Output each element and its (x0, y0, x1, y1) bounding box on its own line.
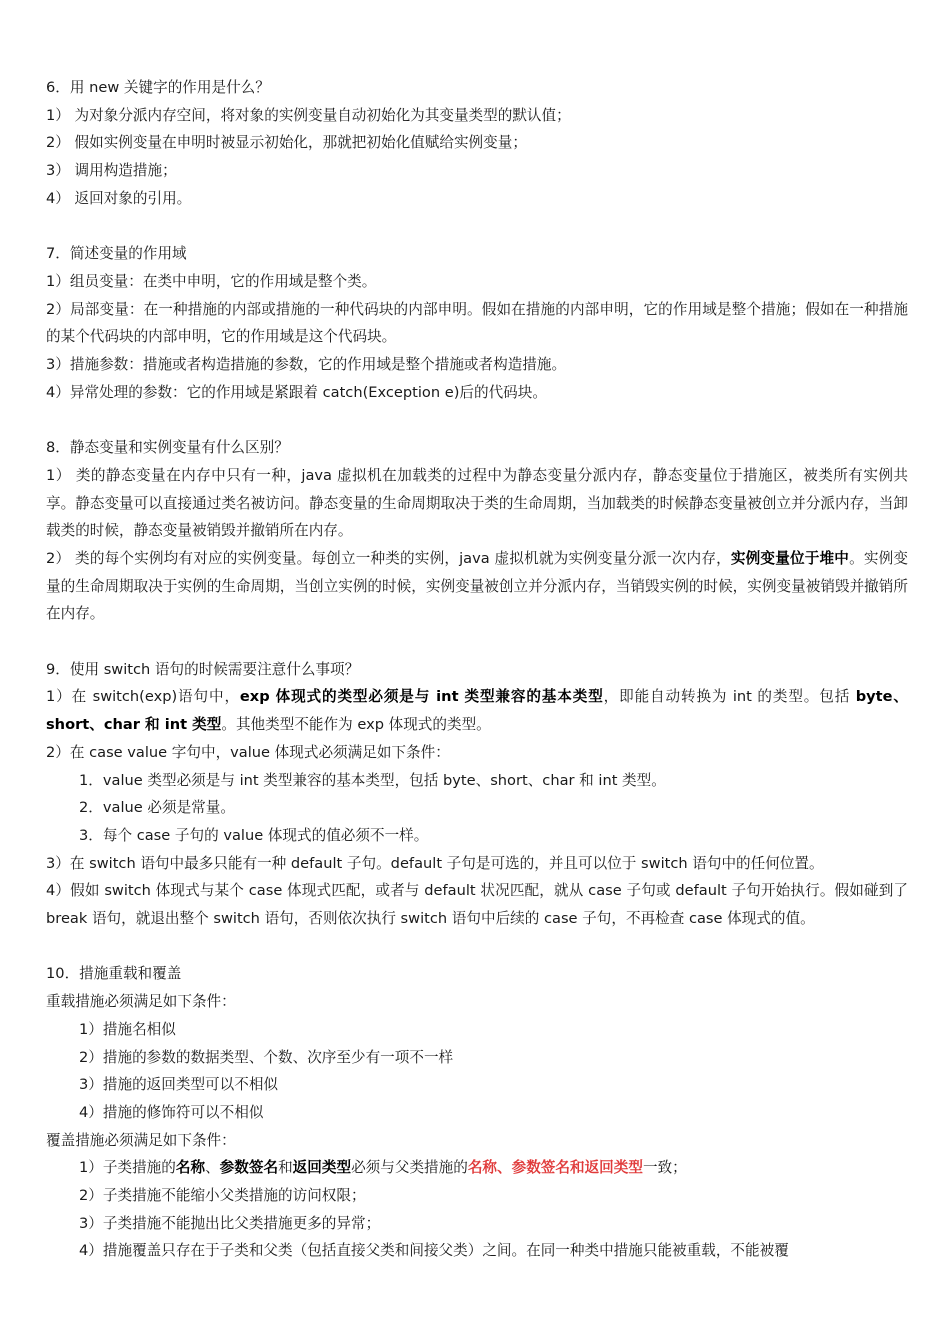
overload-item-1: 1）措施名相似 (79, 1020, 176, 1038)
section-9-sub-item-1: 1．value 类型必须是与 int 类型兼容的基本类型，包括 byte、short、char 和 int 类型。 (79, 771, 666, 789)
section-9-item-1-bold: exp 体现式的类型必须是与 int 类型兼容的基本类型 (239, 688, 604, 706)
override-item-1-bold-name: 名称 (175, 1159, 206, 1177)
section-7-item-2: 2）局部变量：在一种措施的内部或措施的一种代码块的内部申明。假如在措施的内部申明，它的作用域是整个措施；假如在一种措施的某个代码块的内部申明，它的作用域是这个代码块。 (46, 300, 908, 346)
section-8-item-1: 1） 类的静态变量在内存中只有一种，java 虚拟机在加载类的过程中为静态变量分派内存，静态变量位于措施区，被类所有实例共享。静态变量可以直接通过类名被访问。静态变量的生命周期取决于类的生命周期，当加载类的时候静态变量被创立并分派内存，当卸载类的时候，静态变量被销毁并撤销所在内存。 (46, 466, 908, 540)
section-6-item-2: 2） 假如实例变量在申明时被显示初始化，那就把初始化值赋给实例变量； (46, 134, 527, 152)
override-item-1 (46, 1154, 908, 1182)
section-9-title: 9．使用 switch 语句的时候需要注意什么事项？ (46, 660, 360, 678)
section-7-item-4: 4）异常处理的参数：它的作用域是紧跟着 catch(Exception e)后的代码块。 (46, 383, 547, 401)
override-item-1-text-a: 1）子类措施的 (79, 1159, 176, 1177)
section-9-item-1 (46, 683, 908, 738)
section-9-item-1-text-c: 。其他类型不能作为 exp 体现式的类型。 (221, 716, 491, 734)
spacer (46, 933, 908, 961)
overload-item-3: 3）措施的返回类型可以不相似 (79, 1076, 279, 1094)
spacer (46, 406, 908, 434)
section-8-item-2-bold: 实例变量位于堆中 (730, 549, 850, 567)
section-7-title: 7．简述变量的作用域 (46, 245, 187, 263)
spacer (46, 628, 908, 656)
document-body (46, 74, 908, 1265)
section-9-item-1-text-a: 1）在 switch(exp)语句中， (46, 688, 240, 706)
section-8-title: 8．静态变量和实例变量有什么区别？ (46, 439, 289, 457)
section-7-item-3: 3）措施参数：措施或者构造措施的参数，它的作用域是整个措施或者构造措施。 (46, 356, 567, 374)
overload-item-2: 2）措施的参数的数据类型、个数、次序至少有一项不一样 (79, 1048, 454, 1066)
section-9-item-1-text-b: ，即能自动转换为 int 的类型。包括 (603, 688, 856, 706)
overload-item-4: 4）措施的修饰符可以不相似 (79, 1103, 264, 1121)
section-10-title: 10．措施重载和覆盖 (46, 965, 182, 983)
section-8-item-2 (46, 545, 908, 628)
section-6-item-1: 1） 为对象分派内存空间，将对象的实例变量自动初始化为其变量类型的默认值； (46, 106, 571, 124)
section-9-item-3: 3）在 switch 语句中最多只能有一种 default 子句。default 子句是可选的，并且可以位于 switch 语句中的任何位置。 (46, 854, 824, 872)
section-6-title: 6．用 new 关键字的作用是什么？ (46, 79, 270, 96)
section-9-sub-item-2: 2．value 必须是常量。 (79, 799, 235, 817)
section-8-item-2-text-a: 2） 类的每个实例均有对应的实例变量。每创立一种类的实例，java 虚拟机就为实例变量分派一次内存， (46, 549, 731, 567)
section-6-item-4: 4） 返回对象的引用。 (46, 189, 192, 207)
override-item-1-text-e: 必须与父类措施的 (351, 1159, 468, 1177)
section-9-sub-item-3: 3．每个 case 子句的 value 体现式的值必须不一样。 (79, 826, 429, 844)
override-item-1-text-d: 和 (278, 1159, 293, 1177)
section-7-item-1: 1）组员变量：在类中申明，它的作用域是整个类。 (46, 272, 377, 290)
override-item-1-bold-signature: 参数签名 (219, 1159, 279, 1177)
override-item-2: 2）子类措施不能缩小父类措施的访问权限； (79, 1187, 366, 1205)
override-item-1-red-highlight: 名称、参数签名和返回类型 (467, 1159, 643, 1177)
override-item-1-text-c: 、 (205, 1159, 220, 1177)
override-item-1-bold-return: 返回类型 (292, 1159, 352, 1177)
section-9-item-2: 2）在 case value 字句中，value 体现式必须满足如下条件： (46, 743, 450, 761)
section-6-item-3: 3） 调用构造措施； (46, 162, 177, 180)
overload-intro: 重载措施必须满足如下条件： (46, 993, 236, 1011)
section-8-item-2-text-b: 。实例变量的生命周期取决于实例的生命周期，当创立实例的时候，实例变量被创立并分派内存，当销毁实例的时候，实例变量被销毁并撤销所在内存。 (46, 549, 908, 623)
override-item-4: 4）措施覆盖只存在于子类和父类（包括直接父类和间接父类）之间。在同一种类中措施只能被重载，不能被覆 (79, 1242, 789, 1260)
section-9-item-4: 4）假如 switch 体现式与某个 case 体现式匹配，或者与 default 状况匹配，就从 case 子句或 default 子句开始执行。假如碰到了 break 语句，就退出整个 switch 语句，否则依次执行 switch 语句中后续的 case 子句，不再检查 case 体现式的值。 (46, 882, 908, 928)
override-intro: 覆盖措施必须满足如下条件： (46, 1131, 236, 1149)
override-item-3: 3）子类措施不能抛出比父类措施更多的异常； (79, 1214, 381, 1232)
spacer (46, 213, 908, 241)
section-9-item-1-bold-2: byte、short、char 和 int 类型 (46, 688, 908, 734)
override-item-1-text-f: 一致； (642, 1159, 687, 1177)
